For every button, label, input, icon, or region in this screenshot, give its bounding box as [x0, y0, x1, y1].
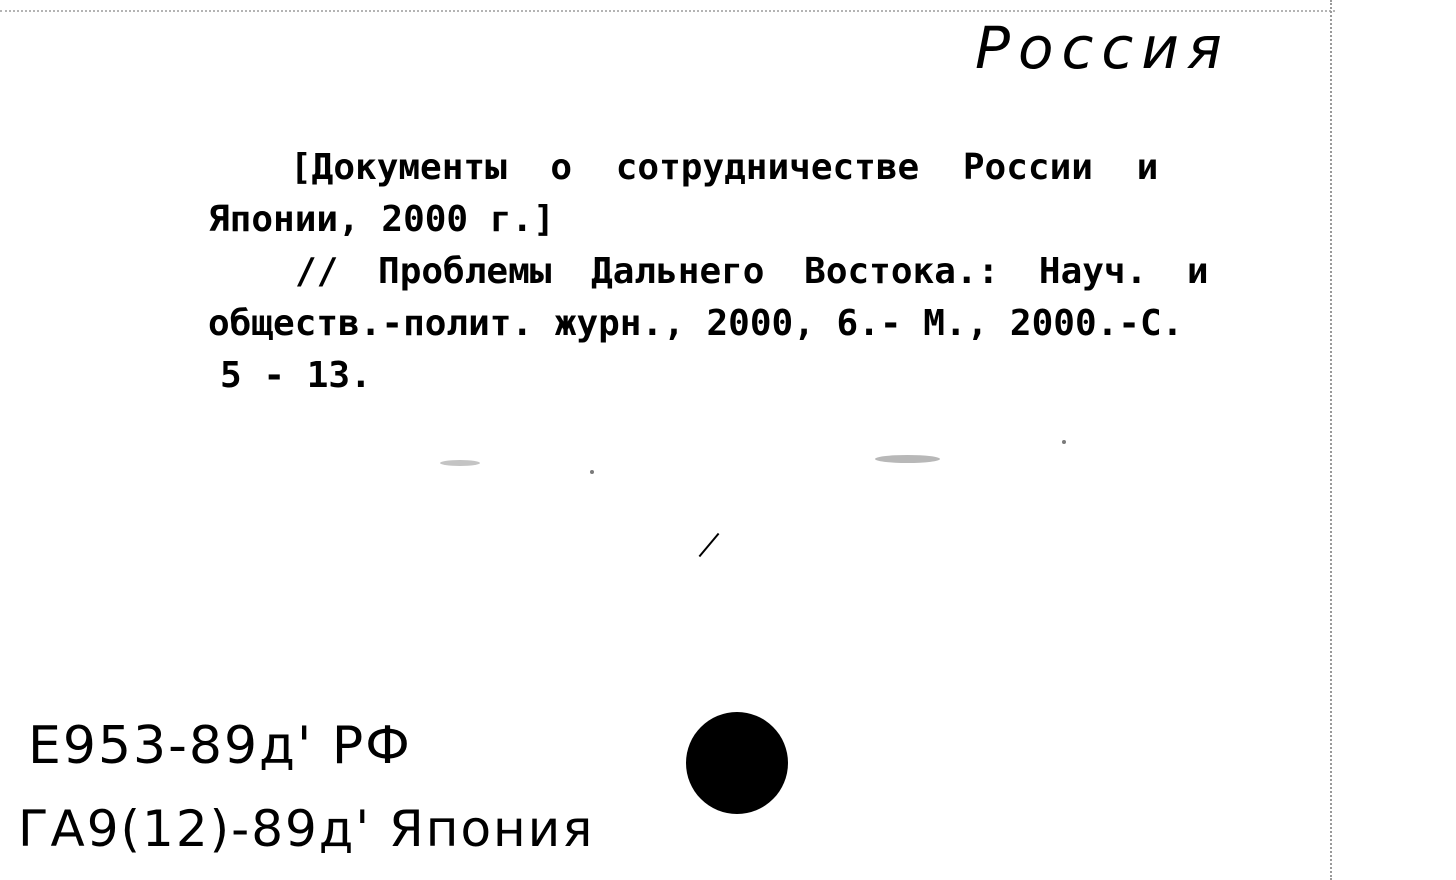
scan-speck: [440, 460, 480, 466]
typed-line-4: обществ.-полит. журн., 2000, 6.- М., 2000.-С.: [208, 303, 1184, 344]
handwritten-heading: Россия: [975, 14, 1230, 82]
typed-line-1: [Документы о сотрудничестве России и: [290, 147, 1159, 188]
typed-line-3: // Проблемы Дальнего Востока.: Науч. и: [295, 251, 1209, 292]
classification-code-1: Е953-89д' РФ: [28, 716, 412, 776]
scan-speck: [1062, 440, 1066, 444]
classification-code-2: ГА9(12)-89д' Япония: [18, 800, 595, 858]
scan-speck: [590, 470, 594, 474]
card-top-edge: [0, 10, 1335, 12]
card-right-edge: [1330, 0, 1332, 880]
pencil-mark: [699, 533, 720, 557]
typed-line-2: Японии, 2000 г.]: [208, 199, 555, 240]
scan-speck: [875, 455, 940, 463]
typed-line-5: 5 - 13.: [220, 355, 372, 396]
card-punch-hole: [686, 712, 788, 814]
